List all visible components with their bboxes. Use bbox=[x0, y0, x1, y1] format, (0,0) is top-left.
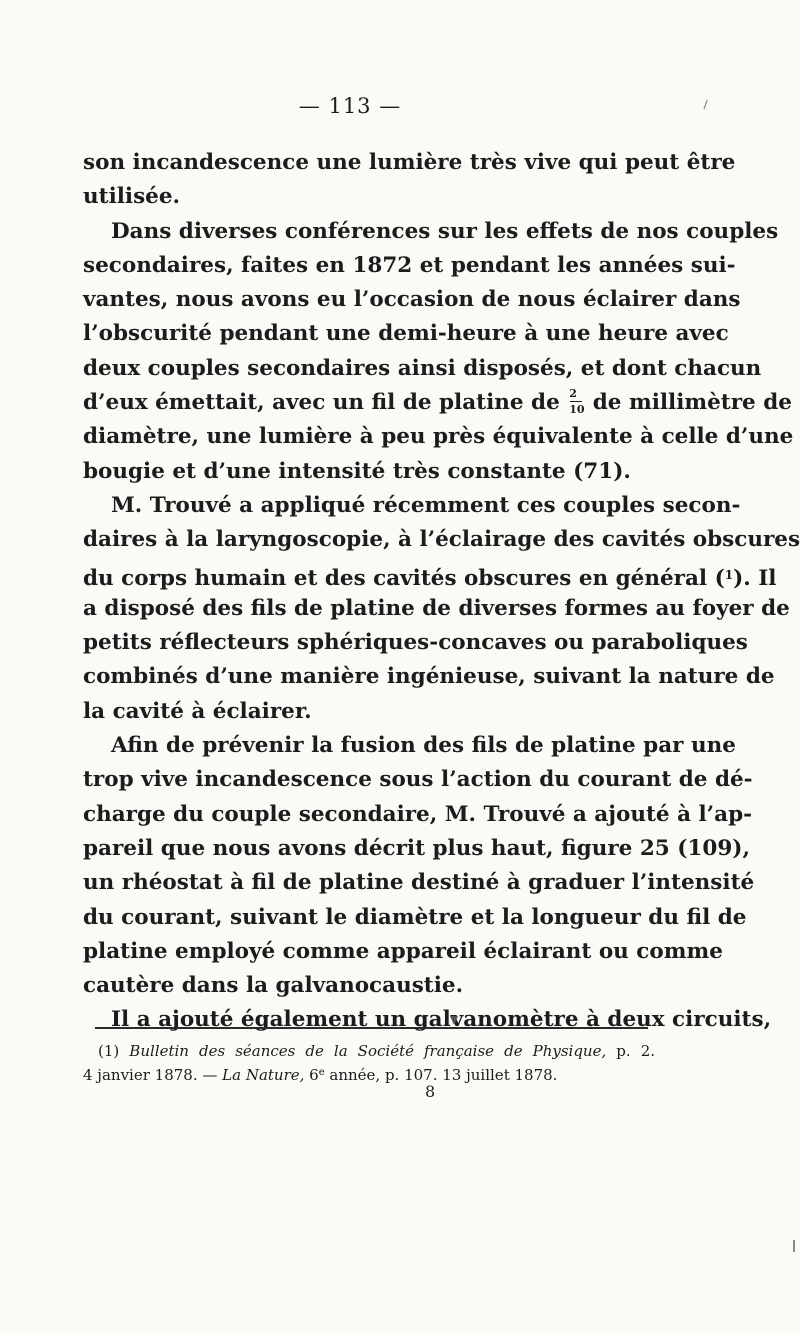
text-line: la cavité à éclairer. bbox=[83, 698, 312, 724]
body-text bbox=[83, 146, 800, 1038]
text-line: M. Trouvé a appliqué récemment ces couples secon- bbox=[111, 492, 741, 518]
text-line: utilisée. bbox=[83, 184, 181, 210]
text-line: diamètre, une lumière à peu près équivalente à celle d’une bbox=[83, 424, 794, 450]
text-line: daires à la laryngoscopie, à l’éclairage des cavités obscures bbox=[83, 527, 800, 553]
signature-mark: 8 bbox=[425, 1082, 436, 1101]
text-line: un rhéostat à fil de platine destiné à graduer l’intensité bbox=[83, 870, 755, 896]
text-line: cautère dans la galvanocaustie. bbox=[83, 973, 464, 999]
text-line: combinés d’une manière ingénieuse, suivant la nature de bbox=[83, 664, 775, 690]
text-segment: du corps humain et des cavités obscures en général ( bbox=[83, 565, 725, 591]
footnote-text: année, p. 107. 13 juillet 1878. bbox=[324, 1066, 558, 1084]
footnote-ordinal: e bbox=[318, 1067, 325, 1078]
text-line: secondaires, faites en 1872 et pendant les années sui- bbox=[83, 252, 736, 278]
text-line: a disposé des fils de platine de diverses formes au foyer de bbox=[83, 595, 790, 621]
footnote-marker: (1) bbox=[98, 1042, 130, 1060]
text-line: trop vive incandescence sous l’action du courant de dé- bbox=[83, 767, 753, 793]
footnote-text: 6 bbox=[304, 1066, 319, 1084]
text-line: Il a ajouté également un galvanomètre à deux circuits, bbox=[111, 1007, 772, 1033]
text-line: vantes, nous avons eu l’occasion de nous éclairer dans bbox=[83, 287, 741, 313]
footnote-date: 4 janvier 1878. — bbox=[83, 1066, 223, 1084]
text-line: du courant, suivant le diamètre et la longueur du fil de bbox=[83, 904, 747, 930]
text-line: bougie et d’une intensité très constante (71). bbox=[83, 458, 631, 484]
text-line-with-fraction bbox=[83, 386, 792, 420]
text-line: petits réflecteurs sphériques-concaves ou paraboliques bbox=[83, 630, 748, 656]
text-segment: d’eux émettait, avec un fil de platine de bbox=[83, 390, 560, 416]
footnote-page: p. 2. bbox=[606, 1042, 656, 1060]
text-line: l’obscurité pendant une demi-heure à une heure avec bbox=[83, 321, 729, 347]
fraction-numerator: 2 bbox=[569, 387, 577, 401]
text-line: pareil que nous avons décrit plus haut, figure 25 (109), bbox=[83, 835, 750, 861]
fraction bbox=[569, 387, 585, 417]
edge-mark bbox=[793, 1240, 795, 1252]
page-number: — 113 — bbox=[298, 94, 402, 118]
text-line: charge du couple secondaire, M. Trouvé a ajouté à l’ap- bbox=[83, 801, 753, 827]
stray-ink-mark bbox=[450, 1016, 458, 1025]
footnote-line bbox=[83, 1040, 655, 1062]
footnote-ref: 1 bbox=[724, 567, 734, 582]
footnote-source-title: Bulletin des séances de la Société française de Physique, bbox=[129, 1042, 607, 1060]
footnote-line bbox=[83, 1062, 655, 1084]
footnote-rule bbox=[95, 1027, 648, 1029]
footnote bbox=[83, 1040, 655, 1084]
text-segment: ). Il bbox=[733, 565, 777, 591]
text-line: platine employé comme appareil éclairant ou comme bbox=[83, 938, 723, 964]
fraction-bar bbox=[570, 401, 582, 402]
text-line: Afin de prévenir la fusion des fils de platine par une bbox=[111, 733, 736, 759]
text-line: Dans diverses conférences sur les effets de nos couples bbox=[111, 218, 779, 244]
footnote-journal-title: La Nature, bbox=[222, 1066, 305, 1084]
edge-mark bbox=[703, 100, 710, 111]
text-line: deux couples secondaires ainsi disposés, et dont chacun bbox=[83, 355, 762, 381]
fraction-denominator: 10 bbox=[569, 403, 585, 417]
text-segment: de millimètre de bbox=[592, 390, 792, 416]
text-line: son incandescence une lumière très vive qui peut être bbox=[83, 150, 736, 175]
text-line-with-footnote-ref bbox=[83, 558, 777, 592]
